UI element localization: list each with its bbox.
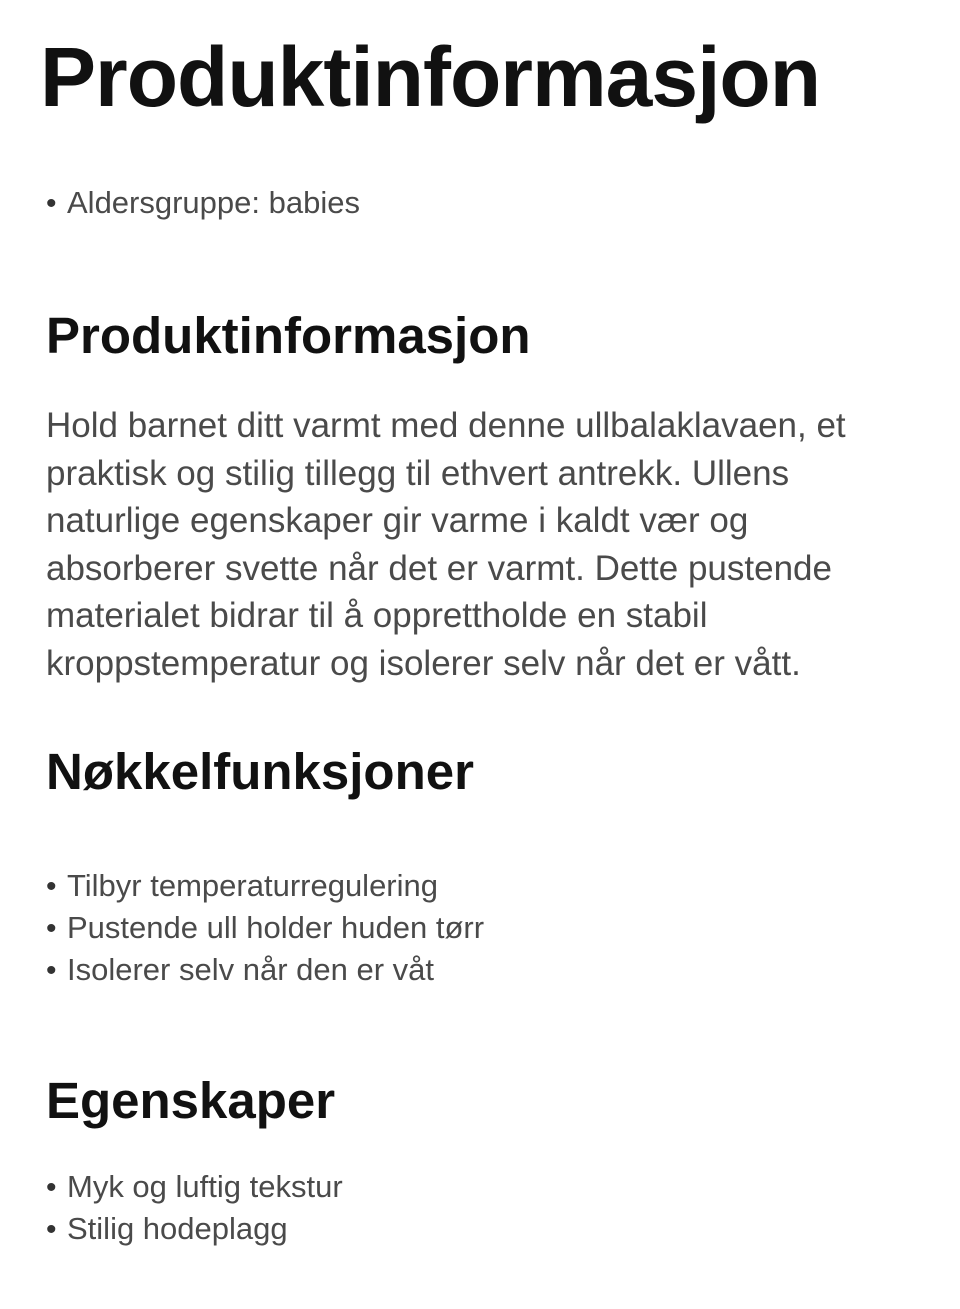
- age-group-list: [46, 182, 360, 224]
- property-label: Stilig hodeplagg: [67, 1211, 288, 1246]
- bullet-icon: •: [46, 870, 57, 903]
- feature-label: Isolerer selv når den er våt: [67, 952, 435, 987]
- age-group-label: Aldersgruppe: babies: [67, 185, 360, 220]
- list-item: [46, 182, 360, 224]
- bullet-icon: •: [46, 187, 57, 220]
- properties-section-title: Egenskaper: [46, 1072, 336, 1129]
- list-item: [46, 1166, 343, 1208]
- properties-list: [46, 1166, 343, 1250]
- list-item: [46, 907, 484, 949]
- list-item: [46, 949, 484, 991]
- bullet-icon: •: [46, 912, 57, 945]
- features-list: [46, 865, 484, 991]
- feature-label: Pustende ull holder huden tørr: [67, 910, 485, 945]
- bullet-icon: •: [46, 1213, 57, 1246]
- list-item: [46, 1208, 343, 1250]
- feature-label: Tilbyr temperaturregulering: [67, 868, 439, 903]
- info-section-title: Produktinformasjon: [46, 307, 531, 364]
- features-section-title: Nøkkelfunksjoner: [46, 743, 474, 800]
- list-item: [46, 865, 484, 907]
- page-title: Produktinformasjon: [40, 30, 821, 124]
- product-description: Hold barnet ditt varmt med denne ullbalaklavaen, et praktisk og stilig tillegg til ethvert antrekk. Ullens naturlige egenskaper gir varme i kaldt vær og absorberer svette når det er varmt. Dette pustende materialet bidrar til å opprettholde en stabil kroppstemperatur og isolerer selv når det er vått.: [46, 406, 846, 683]
- bullet-icon: •: [46, 1171, 57, 1204]
- bullet-icon: •: [46, 954, 57, 987]
- property-label: Myk og luftig tekstur: [67, 1169, 343, 1204]
